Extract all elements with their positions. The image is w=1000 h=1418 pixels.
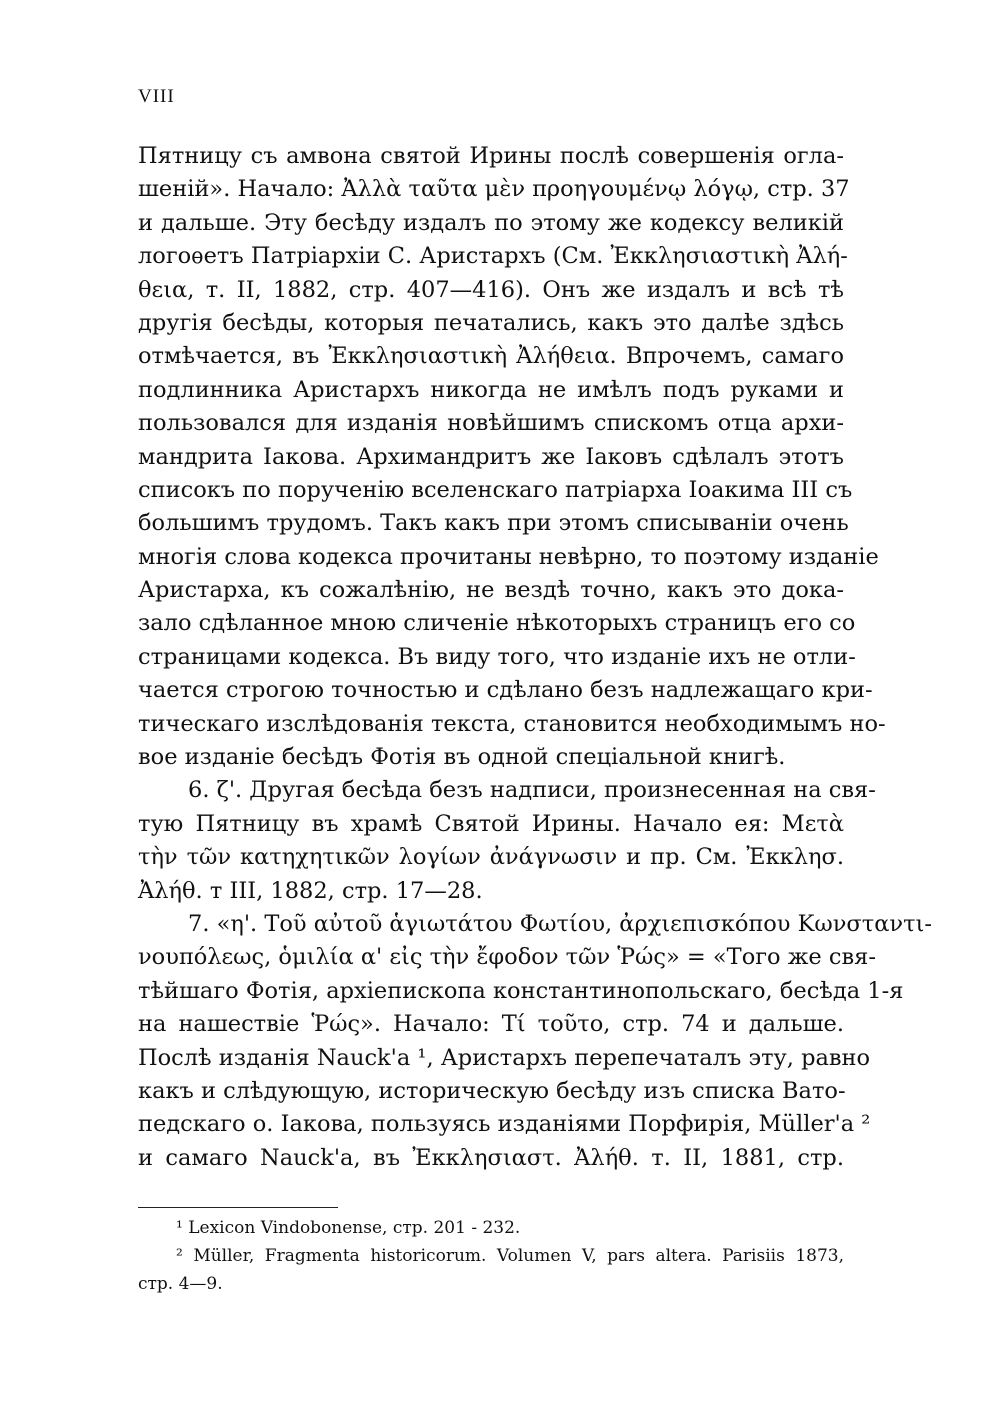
- paragraph-7-line: какъ и слѣдующую, историческую бесѣду изъ списка Вато-: [138, 1077, 846, 1104]
- paragraph-7-line: 7. «η'. Τοῦ αὐτοῦ ἁγιωτάτου Φωτίου, ἀρχιεπισκόπου Κωνσταντι-: [188, 910, 932, 937]
- text-line: Аристарха, къ сожалѣнію, не вездѣ точно, какъ это дока-: [138, 577, 844, 604]
- text-line: шеній». Начало: Ἀλλὰ ταῦτα μὲν προηγουμένῳ λόγῳ, стр. 37: [138, 176, 850, 203]
- paragraph-6-line: тую Пятницу въ храмѣ Святой Ирины. Начало ея: Μετὰ: [138, 810, 844, 837]
- text-line: θεια, т. II, 1882, стр. 407—416). Онъ же издалъ и всѣ тѣ: [138, 276, 844, 303]
- footnote-divider: [138, 1207, 338, 1208]
- text-line: тическаго изслѣдованія текста, становится необходимымъ но-: [138, 710, 886, 737]
- paragraph-7-line: νουπόλεως, ὁμιλία α' εἰς τὴν ἔφοδον τῶν Ῥώς» = «Того же свя-: [138, 944, 876, 971]
- footnotes: [138, 1214, 844, 1298]
- paragraph-7-line: на нашествіе Ῥώς». Начало: Τί τοῦτο, стр. 74 и дальше.: [138, 1011, 844, 1038]
- text-line: мандрита Іакова. Архимандритъ же Іаковъ сдѣлалъ этотъ: [138, 443, 844, 470]
- text-line: вое изданіе бесѣдъ Фотія въ одной спеціальной книгѣ.: [138, 744, 786, 771]
- text-line: логоѳетъ Патріархіи С. Аристархъ (См. Ἐκκλησιαστικὴ Ἀλή-: [138, 243, 848, 270]
- text-line: отмѣчается, въ Ἐκκλησιαστικὴ Ἀλήθεια. Впрочемъ, самаго: [138, 343, 844, 370]
- text-line: другія бесѣды, которыя печатались, какъ это далѣе здѣсь: [138, 309, 844, 336]
- text-line: многія слова кодекса прочитаны невѣрно, то поэтому изданіе: [138, 543, 879, 570]
- paragraph-6-line: Ἀλήθ. т III, 1882, стр. 17—28.: [138, 877, 483, 904]
- text-line: списокъ по порученію вселенскаго патріарха Іоакима III съ: [138, 476, 853, 503]
- paragraph-7-line: педскаго о. Іакова, пользуясь изданіями Порфирія, Müller'a ²: [138, 1111, 871, 1138]
- text-line: страницами кодекса. Въ виду того, что изданіе ихъ не отли-: [138, 643, 856, 670]
- main-text: [138, 140, 932, 1175]
- footnote-1: ¹ Lexicon Vindobonense, стр. 201 - 232.: [176, 1218, 521, 1238]
- paragraph-7-line: тѣйшаго Фотія, архіепископа константинопольскаго, бесѣда 1-я: [138, 977, 904, 1004]
- text-line: пользовался для изданія новѣйшимъ спискомъ отца архи-: [138, 410, 844, 437]
- page-number: VIII: [138, 86, 175, 107]
- text-line: чается строгою точностью и сдѣлано безъ надлежащаго кри-: [138, 677, 873, 704]
- text-line: и дальше. Эту бесѣду издалъ по этому же кодексу великій: [138, 209, 844, 236]
- paragraph-6-line: 6. ζ'. Другая бесѣда безъ надписи, произнесенная на свя-: [188, 777, 876, 804]
- footnote-2-continuation: стр. 4—9.: [138, 1274, 223, 1294]
- text-line: зало сдѣланное мною сличеніе нѣкоторыхъ страницъ его со: [138, 610, 856, 637]
- text-line: Пятницу съ амвона святой Ирины послѣ совершенія огла-: [138, 143, 844, 169]
- text-line: большимъ трудомъ. Такъ какъ при этомъ списываніи очень: [138, 510, 849, 537]
- paragraph-7-line: и самаго Nauck'a, въ Ἐκκλησιαστ. Ἀλήθ. т. II, 1881, стр.: [138, 1144, 844, 1171]
- footnote-2: ² Müller, Fragmenta historicorum. Volumen V, pars altera. Parisiis 1873,: [176, 1246, 844, 1266]
- text-line: подлинника Аристархъ никогда не имѣлъ подъ руками и: [138, 376, 844, 403]
- paragraph-7-line: Послѣ изданія Nauck'a ¹, Аристархъ перепечаталъ эту, равно: [138, 1044, 871, 1071]
- paragraph-6-line: τὴν τῶν κατηχητικῶν λογίων ἀνάγνωσιν и пр. См. Ἐκκλησ.: [138, 844, 844, 871]
